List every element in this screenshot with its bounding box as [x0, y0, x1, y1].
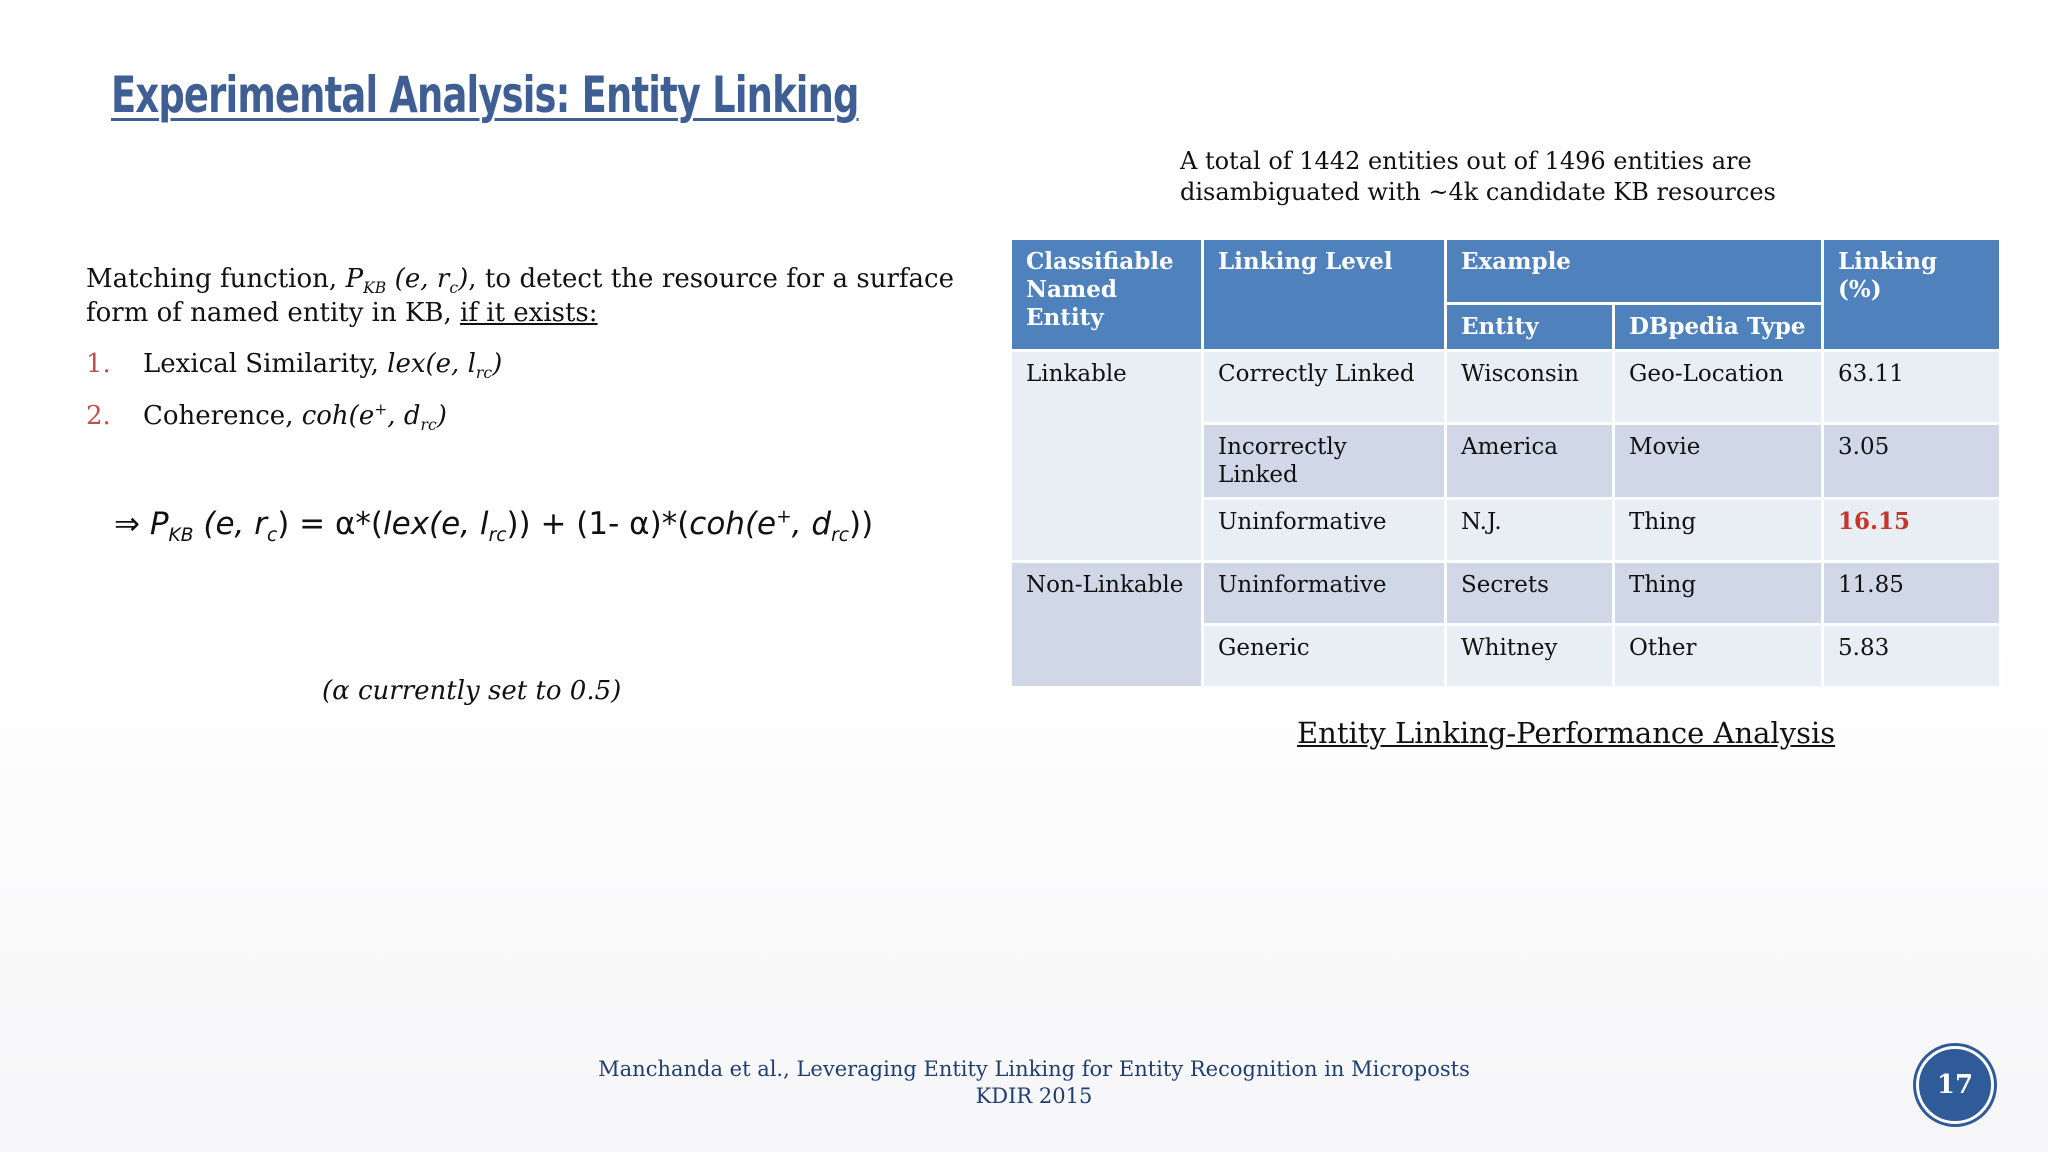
list-expr: [301, 400, 447, 435]
equals-part: ) = α*(: [277, 506, 384, 542]
lex: lex(e, l: [383, 506, 489, 542]
summary-line-2: disambiguated with ~4k candidate KB resources: [1180, 178, 1776, 206]
table-row: [1011, 562, 2001, 625]
table-caption: Entity Linking-Performance Analysis: [1297, 716, 1836, 750]
args-sub: c: [266, 525, 278, 547]
expr-sub: rc: [475, 364, 493, 383]
list-number: 2.: [86, 401, 111, 431]
matching-text-2: , to detect the resource for a surface form of named entity in KB,: [86, 264, 954, 328]
cell-type: Thing: [1614, 562, 1823, 625]
func-sub: KB: [363, 279, 387, 298]
scoring-formula: [114, 506, 874, 547]
table-row: [1011, 351, 2001, 424]
func-args-open: (e, r: [386, 264, 450, 294]
cell-type: Thing: [1614, 499, 1823, 562]
args-open: (e, r: [193, 506, 267, 542]
formula-coh: [689, 506, 849, 547]
group-nonlinkable: Non-Linkable: [1011, 562, 1203, 688]
formula-lex: [383, 506, 507, 547]
cell-type: Movie: [1614, 424, 1823, 499]
performance-table: [1009, 237, 2002, 689]
cell-type: Geo-Location: [1614, 351, 1823, 424]
cell-entity: Wisconsin: [1446, 351, 1614, 424]
header-example: Example: [1446, 239, 1823, 304]
expr-mid: , d: [387, 401, 421, 431]
expr-close: ): [436, 401, 447, 431]
cell-level: Uninformative: [1203, 499, 1446, 562]
expr-sup: +: [374, 400, 388, 419]
expr-sub: rc: [420, 416, 437, 435]
cell-pct: 3.05: [1823, 424, 2001, 499]
expr-close: ): [492, 349, 503, 379]
implies-arrow: ⇒: [114, 506, 150, 542]
cell-level: Uninformative: [1203, 562, 1446, 625]
formula-p: [149, 506, 278, 547]
coh-mid: , d: [791, 506, 832, 542]
cell-level: Correctly Linked: [1203, 351, 1446, 424]
expr: lex(e, l: [387, 349, 476, 379]
list-number: 1.: [86, 349, 111, 379]
citation-line-2: KDIR 2015: [975, 1084, 1093, 1108]
list-label: Lexical Similarity,: [143, 349, 388, 379]
list-label: Coherence,: [143, 401, 302, 431]
matching-text-1: Matching function,: [86, 264, 346, 294]
p-sub: KB: [168, 525, 194, 547]
cell-pct: 11.85: [1823, 562, 2001, 625]
coh-sup: +: [776, 506, 792, 528]
cell-level: Generic: [1203, 625, 1446, 688]
cell-entity: America: [1446, 424, 1614, 499]
p: P: [149, 506, 169, 542]
matching-function-description: [86, 262, 954, 330]
header-classifiable: Classifiable Named Entity: [1011, 239, 1203, 351]
cell-entity: N.J.: [1446, 499, 1614, 562]
cell-type: Other: [1614, 625, 1823, 688]
lex-sub: rc: [488, 525, 507, 547]
cell-level: Incorrectly Linked: [1203, 424, 1446, 499]
list-text: [143, 396, 447, 436]
cell-entity: Secrets: [1446, 562, 1614, 625]
citation: [560, 1056, 1508, 1110]
header-linking-level: Linking Level: [1203, 239, 1446, 351]
summary-text: [1180, 146, 1900, 208]
expr: coh(e: [301, 401, 375, 431]
matching-condition: if it exists:: [460, 298, 598, 328]
func-args-sub: c: [449, 279, 459, 298]
list-expr: [387, 349, 503, 383]
summary-line-1: A total of 1442 entities out of 1496 entities are: [1180, 147, 1752, 175]
func-name: P: [345, 264, 364, 294]
cell-pct-highlight: 16.15: [1823, 499, 2001, 562]
matching-func: [345, 264, 469, 298]
group-linkable: Linkable: [1011, 351, 1203, 562]
page-number-badge: 17: [1916, 1046, 1994, 1124]
func-args-close: ): [458, 264, 469, 294]
coh: coh(e: [689, 506, 777, 542]
cell-pct: 63.11: [1823, 351, 2001, 424]
coh-sub: rc: [831, 525, 849, 547]
cell-pct: 5.83: [1823, 625, 2001, 688]
header-dbpedia-type: DBpedia Type: [1614, 304, 1823, 351]
cell-entity: Whitney: [1446, 625, 1614, 688]
header-linking-pct: Linking (%): [1823, 239, 2001, 351]
formula-end: )): [848, 506, 874, 542]
header-entity: Entity: [1446, 304, 1614, 351]
alpha-note: (α currently set to 0.5): [322, 676, 622, 706]
list-text: [143, 344, 502, 384]
slide-title: Experimental Analysis: Entity Linking: [111, 66, 859, 124]
middle-part: )) + (1- α)*(: [506, 506, 690, 542]
citation-line-1: Manchanda et al., Leveraging Entity Linking for Entity Recognition in Microposts: [598, 1057, 1470, 1081]
